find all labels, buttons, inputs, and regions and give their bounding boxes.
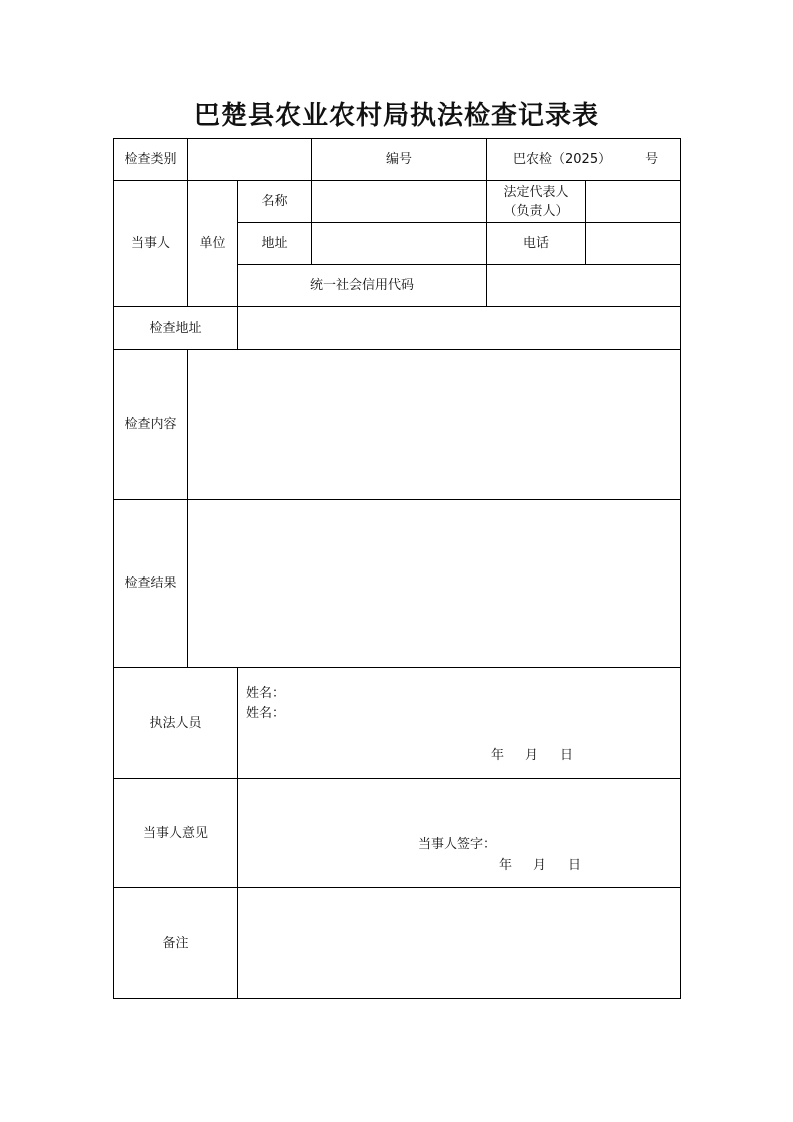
credit-code-label: 统一社会信用代码 xyxy=(237,264,487,307)
number-label: 编号 xyxy=(311,138,487,181)
party-opinion-label: 当事人意见 xyxy=(113,778,238,888)
officer-name-2-label: 姓名： xyxy=(246,706,286,721)
inspection-content-field[interactable] xyxy=(187,349,681,500)
number-suffix: 号 xyxy=(645,152,659,167)
number-field[interactable] xyxy=(486,138,681,181)
unit-address-label: 地址 xyxy=(237,222,312,265)
legal-representative-line1: 法定代表人 xyxy=(503,184,569,200)
inspection-content-label: 检查内容 xyxy=(113,349,188,500)
legal-representative-label xyxy=(486,180,586,223)
legal-representative-line2: （负责人） xyxy=(503,203,569,219)
inspection-address-label: 检查地址 xyxy=(113,306,238,350)
inspection-address-field[interactable] xyxy=(237,306,681,350)
remarks-field[interactable] xyxy=(237,887,681,999)
party-label: 当事人 xyxy=(113,180,188,307)
party-opinion-field[interactable] xyxy=(237,778,681,888)
inspection-result-label: 检查结果 xyxy=(113,499,188,668)
phone-label: 电话 xyxy=(486,222,586,265)
unit-name-field[interactable] xyxy=(311,180,487,223)
party-date-year: 年 xyxy=(499,858,513,873)
inspection-type-field[interactable] xyxy=(187,138,312,181)
officers-field[interactable] xyxy=(237,667,681,779)
officer-name-1-label: 姓名： xyxy=(246,686,286,701)
credit-code-field[interactable] xyxy=(486,264,681,307)
unit-name-label: 名称 xyxy=(237,180,312,223)
inspection-record-form xyxy=(113,138,681,999)
legal-representative-field[interactable] xyxy=(585,180,681,223)
unit-address-field[interactable] xyxy=(311,222,487,265)
form-title: 巴楚县农业农村局执法检查记录表 xyxy=(193,101,599,131)
officer-date-day: 日 xyxy=(560,748,574,763)
remarks-label: 备注 xyxy=(113,887,238,999)
unit-label: 单位 xyxy=(187,180,238,307)
inspection-result-field[interactable] xyxy=(187,499,681,668)
party-date-month: 月 xyxy=(533,858,547,873)
officer-date-year: 年 xyxy=(491,748,505,763)
number-prefix: 巴农检（2025） xyxy=(513,152,612,167)
party-date-day: 日 xyxy=(568,858,582,873)
officers-label: 执法人员 xyxy=(113,667,238,779)
officer-date-month: 月 xyxy=(525,748,539,763)
inspection-type-label: 检查类别 xyxy=(113,138,188,181)
party-signature-label: 当事人签字： xyxy=(418,837,497,852)
phone-field[interactable] xyxy=(585,222,681,265)
